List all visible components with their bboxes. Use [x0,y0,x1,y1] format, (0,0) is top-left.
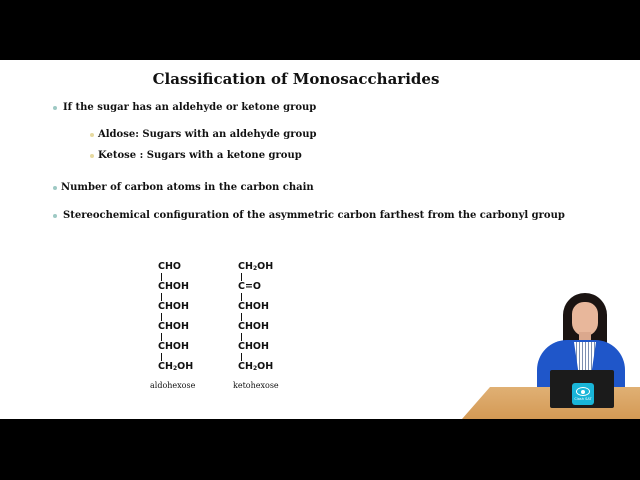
sub-bullet-dot [90,133,94,137]
formula-group: CHOH [158,321,189,332]
sub-bullet-ketose: Ketose : Sugars with a ketone group [98,150,302,161]
aldohexose-caption: aldohexose [150,381,196,390]
formula-group: C=O [238,281,262,292]
bullet-1: If the sugar has an aldehyde or ketone group [63,102,317,113]
eye-icon [576,387,590,396]
formula-group: CHOH [238,301,269,312]
slide [0,60,640,419]
formula-group: $CH_2OH$ [238,261,274,272]
presenter-face [572,302,598,336]
formula-group: CHOH [238,321,269,332]
sub-bullet-dot [90,154,94,158]
bullet-dot [53,106,57,110]
laptop-sticker [572,383,594,405]
ketohexose-structure [238,262,273,372]
slide-title: Classification of Monosaccharides [152,70,440,88]
aldohexose-structure [158,262,193,372]
formula-group: CHO [158,261,181,272]
formula-group: CHOH [158,341,189,352]
formula-group: $CH_2OH$ [158,361,194,372]
formula-group: $CH_2OH$ [238,361,274,372]
bullet-2: Number of carbon atoms in the carbon chain [61,182,314,193]
bullet-dot [53,186,57,190]
formula-group: CHOH [238,341,269,352]
sub-bullet-aldose: Aldose: Sugars with an aldehyde group [98,129,317,140]
laptop-brand: Clash SAT [574,397,592,401]
formula-group: CHOH [158,301,189,312]
formula-group: CHOH [158,281,189,292]
bullet-dot [53,214,57,218]
bullet-3: Stereochemical configuration of the asymmetric carbon farthest from the carbonyl group [63,210,565,221]
ketohexose-caption: ketohexose [233,381,279,390]
